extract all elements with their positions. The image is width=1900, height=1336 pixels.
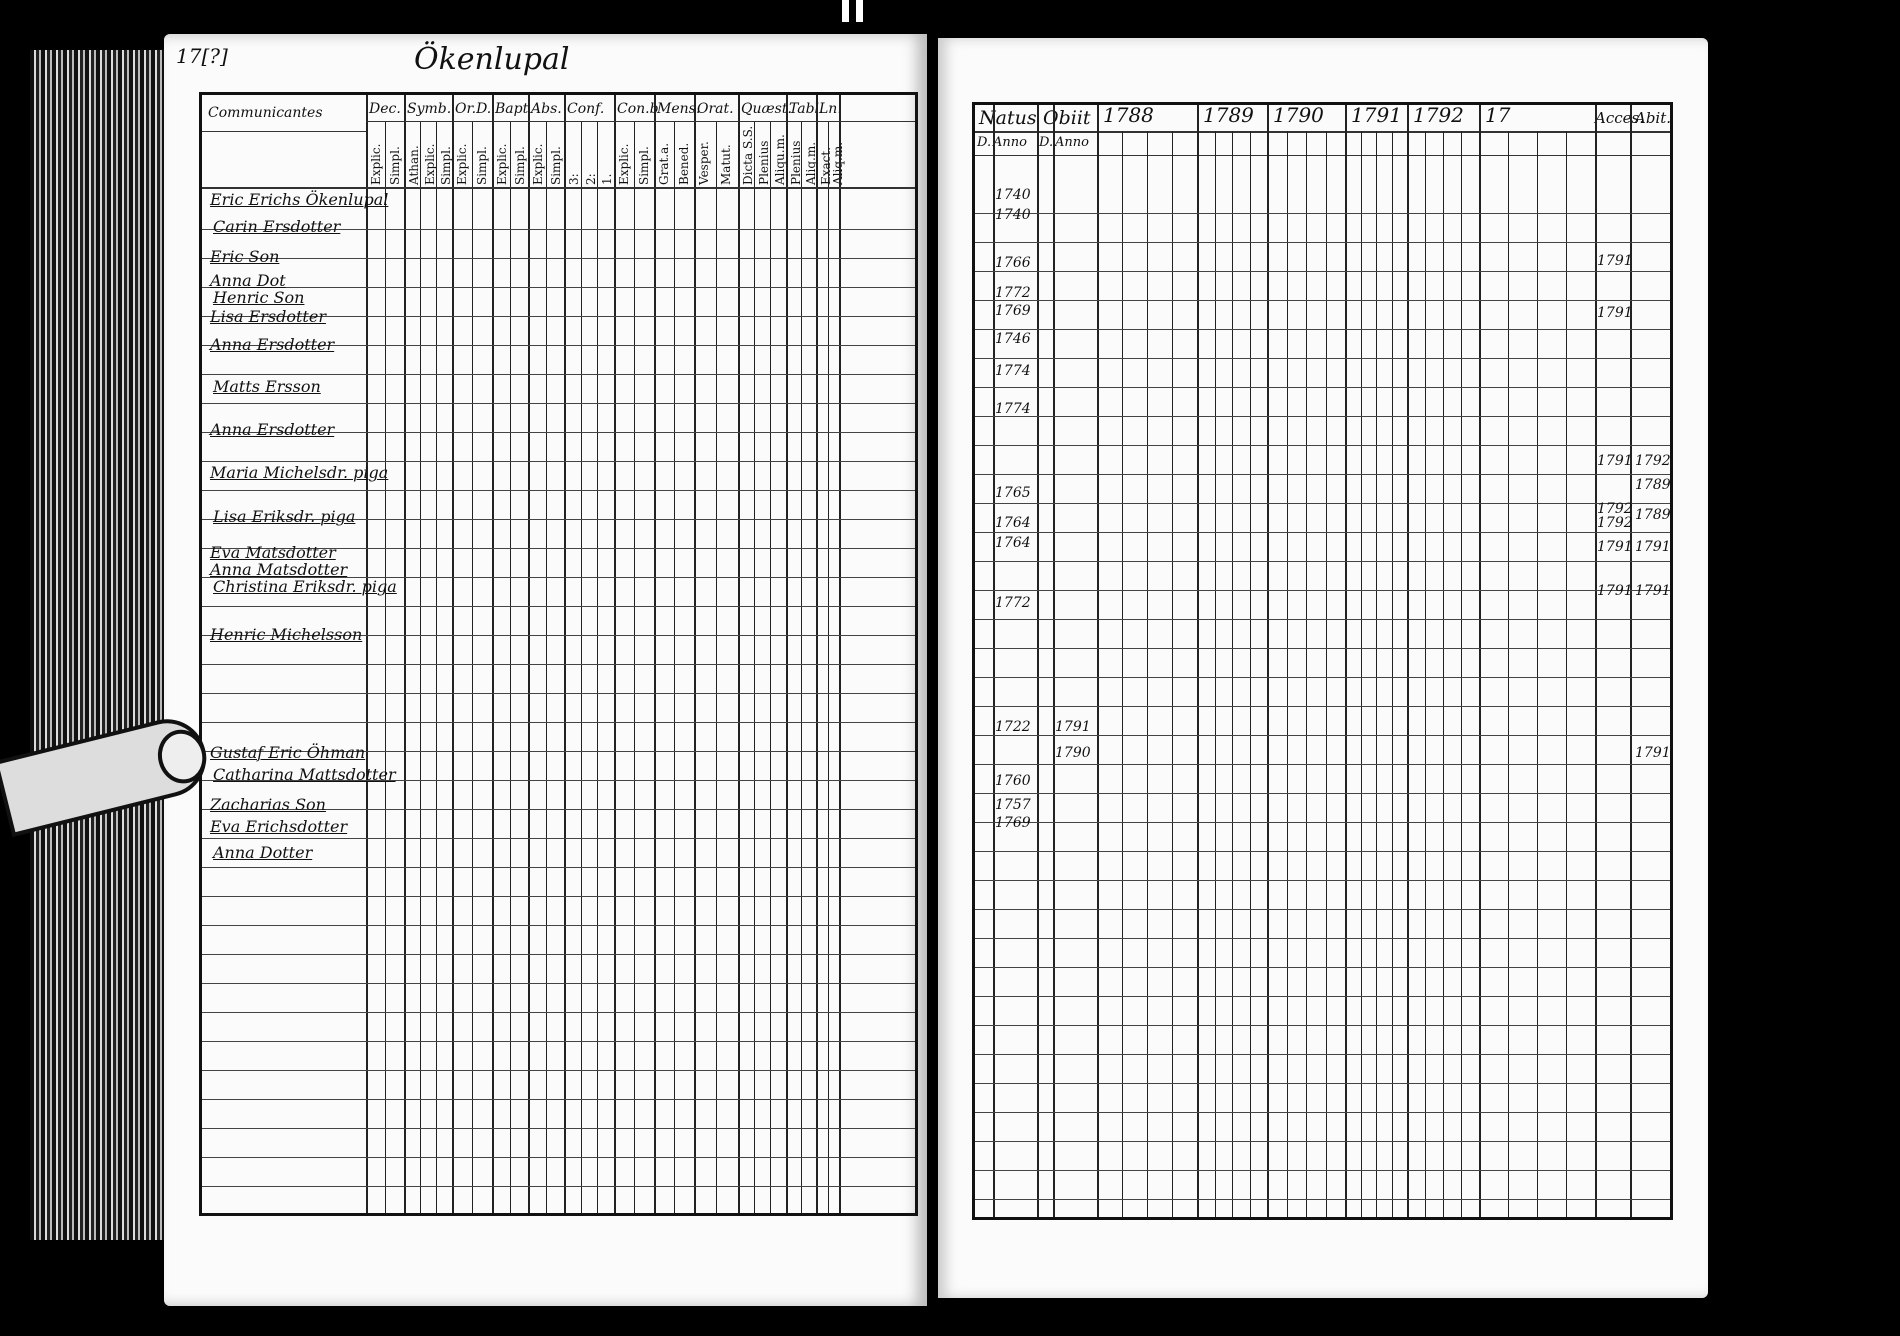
- row-rule: [202, 896, 915, 897]
- column-subheader: Simpl.: [388, 146, 402, 185]
- column-rule: [404, 95, 406, 1213]
- birth-year: 1772: [995, 595, 1031, 611]
- birth-year: 1769: [995, 815, 1031, 831]
- column-header: Symb.: [407, 101, 452, 117]
- birth-year: 1760: [995, 773, 1031, 789]
- column-subheader: Simpl.: [549, 146, 563, 185]
- left-page: [164, 34, 927, 1306]
- abiit-year: 1792: [1635, 453, 1671, 469]
- column-subheader: Dicta S.S.: [741, 125, 755, 185]
- gutter-mark: [842, 0, 849, 22]
- column-subheader: Simpl.: [513, 146, 527, 185]
- accessit-year: 1791: [1597, 539, 1633, 555]
- row-rule: [975, 590, 1670, 591]
- person-name: Anna Ersdotter: [210, 335, 335, 354]
- person-name: Anna Dotter: [213, 843, 313, 862]
- column-subrule: [716, 121, 717, 1213]
- column-subheader: Explic.: [423, 143, 437, 185]
- death-year: 1790: [1055, 745, 1091, 761]
- person-name: Maria Michelsdr. piga: [210, 463, 389, 482]
- column-subheader: Athan.: [407, 145, 421, 185]
- row-rule: [975, 822, 1670, 823]
- person-name: Christina Eriksdr. piga: [213, 577, 397, 596]
- column-subrule: [754, 121, 755, 1213]
- left-ledger-table: [199, 92, 918, 1216]
- row-rule: [975, 271, 1670, 272]
- column-rule: [564, 95, 566, 1213]
- person-name: Henric Son: [213, 288, 305, 307]
- column-subrule: [674, 121, 675, 1213]
- row-rule: [975, 445, 1670, 446]
- year-column-header: 1791: [1351, 103, 1402, 127]
- column-rule: [816, 95, 818, 1213]
- row-rule: [202, 664, 915, 665]
- abiit-year: 1789: [1635, 507, 1671, 523]
- row-rule: [975, 764, 1670, 765]
- row-rule: [975, 1083, 1670, 1084]
- row-rule: [975, 561, 1670, 562]
- row-rule: [202, 606, 915, 607]
- person-name: Gustaf Eric Öhman: [210, 743, 366, 762]
- birth-year: 1772: [995, 285, 1031, 301]
- birth-year: 1722: [995, 719, 1031, 735]
- abiit-year: 1791: [1635, 583, 1671, 599]
- row-rule: [975, 387, 1670, 388]
- column-subrule: [436, 121, 437, 1213]
- row-rule: [202, 693, 915, 694]
- row-rule: [975, 474, 1670, 475]
- birth-year: 1766: [995, 255, 1031, 271]
- column-subheader: Simpl.: [475, 146, 489, 185]
- person-name: Zacharias Son: [210, 795, 326, 814]
- row-rule: [975, 416, 1670, 417]
- accessit-year: 1791: [1597, 305, 1633, 321]
- row-rule: [975, 1112, 1670, 1113]
- row-rule: [975, 996, 1670, 997]
- column-rule: [452, 95, 454, 1213]
- person-name: Eric Son: [210, 247, 280, 266]
- row-rule: [975, 329, 1670, 330]
- column-subrule: [801, 121, 802, 1213]
- year-column-header: 1788: [1103, 103, 1154, 127]
- row-rule: [975, 648, 1670, 649]
- column-rule: [786, 95, 788, 1213]
- birth-year: 1774: [995, 363, 1031, 379]
- row-rule: [202, 722, 915, 723]
- column-header: Quæst.: [741, 101, 792, 117]
- row-rule: [975, 619, 1670, 620]
- accessit-year: 1792: [1597, 515, 1633, 531]
- column-header: Dec.: [369, 101, 401, 117]
- birth-year: 1740: [995, 187, 1031, 203]
- column-subrule: [420, 121, 421, 1213]
- column-subheader: Explic.: [617, 143, 631, 185]
- row-rule: [975, 706, 1670, 707]
- column-header: Ln.: [819, 101, 842, 117]
- column-header: Bapt: [495, 101, 529, 117]
- birth-year: 1764: [995, 515, 1031, 531]
- column-subheader: 2:: [583, 173, 598, 185]
- birth-year: 1774: [995, 401, 1031, 417]
- row-rule: [202, 867, 915, 868]
- column-header: Conf.: [567, 101, 605, 117]
- column-rule: [694, 95, 696, 1213]
- abiit-year: 1791: [1635, 745, 1671, 761]
- column-subheader: 1.: [600, 173, 615, 185]
- birth-year: 1746: [995, 331, 1031, 347]
- column-header: Mens.: [657, 101, 701, 117]
- person-name: Carin Ersdotter: [213, 217, 341, 236]
- column-header: Tabl.: [789, 101, 824, 117]
- row-rule: [975, 1170, 1670, 1171]
- column-header: Orat.: [697, 101, 734, 117]
- row-rule: [202, 403, 915, 404]
- column-rule: [738, 95, 740, 1213]
- row-rule: [975, 503, 1670, 504]
- row-rule: [975, 1141, 1670, 1142]
- column-subheader: Explic.: [495, 143, 509, 185]
- header-divider: [202, 131, 366, 132]
- abiit-year: 1789: [1635, 477, 1671, 493]
- column-subrule: [581, 121, 582, 1213]
- gutter-mark: [856, 0, 863, 22]
- row-rule: [202, 1186, 915, 1187]
- abiit-year: 1791: [1635, 539, 1671, 555]
- row-rule: [975, 735, 1670, 736]
- column-subheader: Explic.: [531, 143, 545, 185]
- column-rule: [839, 95, 841, 1213]
- natus-day-label: D.: [977, 135, 992, 150]
- column-subrule: [385, 121, 386, 1213]
- person-name: Anna Dot: [210, 271, 286, 290]
- communicantes-header: Communicantes: [208, 105, 323, 121]
- row-rule: [202, 983, 915, 984]
- person-name: Eva Erichsdotter: [210, 817, 348, 836]
- column-subheader: Vesper.: [697, 141, 711, 185]
- corner-year: 17[?]: [176, 44, 228, 68]
- column-header: Or.D.: [455, 101, 492, 117]
- column-rule: [654, 95, 656, 1213]
- person-name: Eva Matsdotter: [210, 543, 336, 562]
- person-name: Matts Ersson: [213, 377, 321, 396]
- row-rule: [975, 300, 1670, 301]
- birth-year: 1740: [995, 207, 1031, 223]
- column-subrule: [597, 121, 598, 1213]
- row-rule: [975, 1199, 1670, 1200]
- row-rule: [975, 213, 1670, 214]
- year-column-header: 1790: [1273, 103, 1324, 127]
- row-rule: [975, 358, 1670, 359]
- person-name: Eric Erichs Ökenlupal: [210, 190, 389, 209]
- person-name: Lisa Ersdotter: [210, 307, 326, 326]
- header-rule: [202, 187, 915, 189]
- obiit-day-label: D.: [1039, 135, 1054, 150]
- person-name: Henric Michelsson: [210, 625, 363, 644]
- right-ledger-table: [972, 102, 1673, 1220]
- row-rule: [975, 677, 1670, 678]
- row-rule: [975, 793, 1670, 794]
- row-rule: [202, 838, 915, 839]
- column-subrule: [770, 121, 771, 1213]
- column-subrule: [510, 121, 511, 1213]
- person-name: Lisa Eriksdr. piga: [213, 507, 356, 526]
- person-name: Catharina Mattsdotter: [213, 765, 396, 784]
- birth-year: 1765: [995, 485, 1031, 501]
- birth-year: 1769: [995, 303, 1031, 319]
- column-subheader: Plenius: [789, 140, 803, 185]
- person-name: Anna Matsdotter: [210, 560, 348, 579]
- row-rule: [975, 967, 1670, 968]
- death-year: 1791: [1055, 719, 1091, 735]
- row-rule: [975, 938, 1670, 939]
- column-rule: [528, 95, 530, 1213]
- column-subheader: Bened.: [677, 142, 691, 185]
- row-rule: [975, 909, 1670, 910]
- row-rule: [975, 1054, 1670, 1055]
- accessit-year: 1791: [1597, 453, 1633, 469]
- row-rule: [202, 374, 915, 375]
- column-rule: [614, 95, 616, 1213]
- natus-header: Natus: [979, 107, 1037, 129]
- column-subheader: 3:: [567, 173, 581, 185]
- obiit-header: Obiit: [1043, 107, 1091, 129]
- column-subheader: Explic.: [369, 143, 383, 185]
- row-rule: [202, 925, 915, 926]
- accessit-year: 1792: [1597, 501, 1633, 517]
- birth-year: 1757: [995, 797, 1031, 813]
- column-subheader: Matut.: [719, 144, 733, 185]
- column-rule: [492, 95, 494, 1213]
- year-column-header: 17: [1485, 103, 1511, 127]
- person-name: Anna Ersdotter: [210, 420, 335, 439]
- column-subheader: Grat.a.: [657, 142, 671, 185]
- row-rule: [975, 1025, 1670, 1026]
- column-subrule: [828, 121, 829, 1213]
- book-page-edges: [30, 50, 180, 1240]
- header-rule: [366, 121, 915, 122]
- row-rule: [202, 1099, 915, 1100]
- page-heading: Ökenlupal: [414, 42, 570, 77]
- column-header: Abs.: [531, 101, 562, 117]
- row-rule: [975, 880, 1670, 881]
- row-rule: [202, 1157, 915, 1158]
- column-subheader: Aliq.m.: [830, 141, 845, 185]
- row-rule: [202, 1012, 915, 1013]
- column-subrule: [472, 121, 473, 1213]
- column-subheader: Plenius: [757, 140, 771, 185]
- column-subheader: Exact.: [819, 146, 833, 185]
- column-subheader: Aliqu.m.: [773, 134, 787, 185]
- natus-anno-label: Anno: [993, 135, 1027, 150]
- year-column-header: 1792: [1413, 103, 1464, 127]
- row-rule: [202, 954, 915, 955]
- column-subheader: Explic.: [455, 143, 469, 185]
- row-rule: [202, 490, 915, 491]
- row-rule: [202, 461, 915, 462]
- row-rule: [975, 532, 1670, 533]
- obiit-anno-label: Anno: [1055, 135, 1089, 150]
- right-page: [938, 38, 1708, 1298]
- column-header: Con.b: [617, 101, 659, 117]
- row-rule: [975, 242, 1670, 243]
- row-rule: [202, 258, 915, 259]
- row-rule: [202, 1041, 915, 1042]
- year-column-header: 1789: [1203, 103, 1254, 127]
- row-rule: [202, 1128, 915, 1129]
- abiit-header: Abit.: [1635, 109, 1672, 127]
- column-subheader: Simpl.: [637, 146, 651, 185]
- row-rule: [202, 1070, 915, 1071]
- accessit-header: Acces.: [1595, 109, 1644, 127]
- column-subheader: Aliq.m.: [804, 141, 818, 185]
- column-subrule: [634, 121, 635, 1213]
- row-rule: [975, 851, 1670, 852]
- column-subrule: [546, 121, 547, 1213]
- accessit-year: 1791: [1597, 583, 1633, 599]
- column-rule: [366, 95, 368, 1213]
- birth-year: 1764: [995, 535, 1031, 551]
- accessit-year: 1791: [1597, 253, 1633, 269]
- row-rule: [202, 287, 915, 288]
- column-subheader: Simpl.: [439, 146, 453, 185]
